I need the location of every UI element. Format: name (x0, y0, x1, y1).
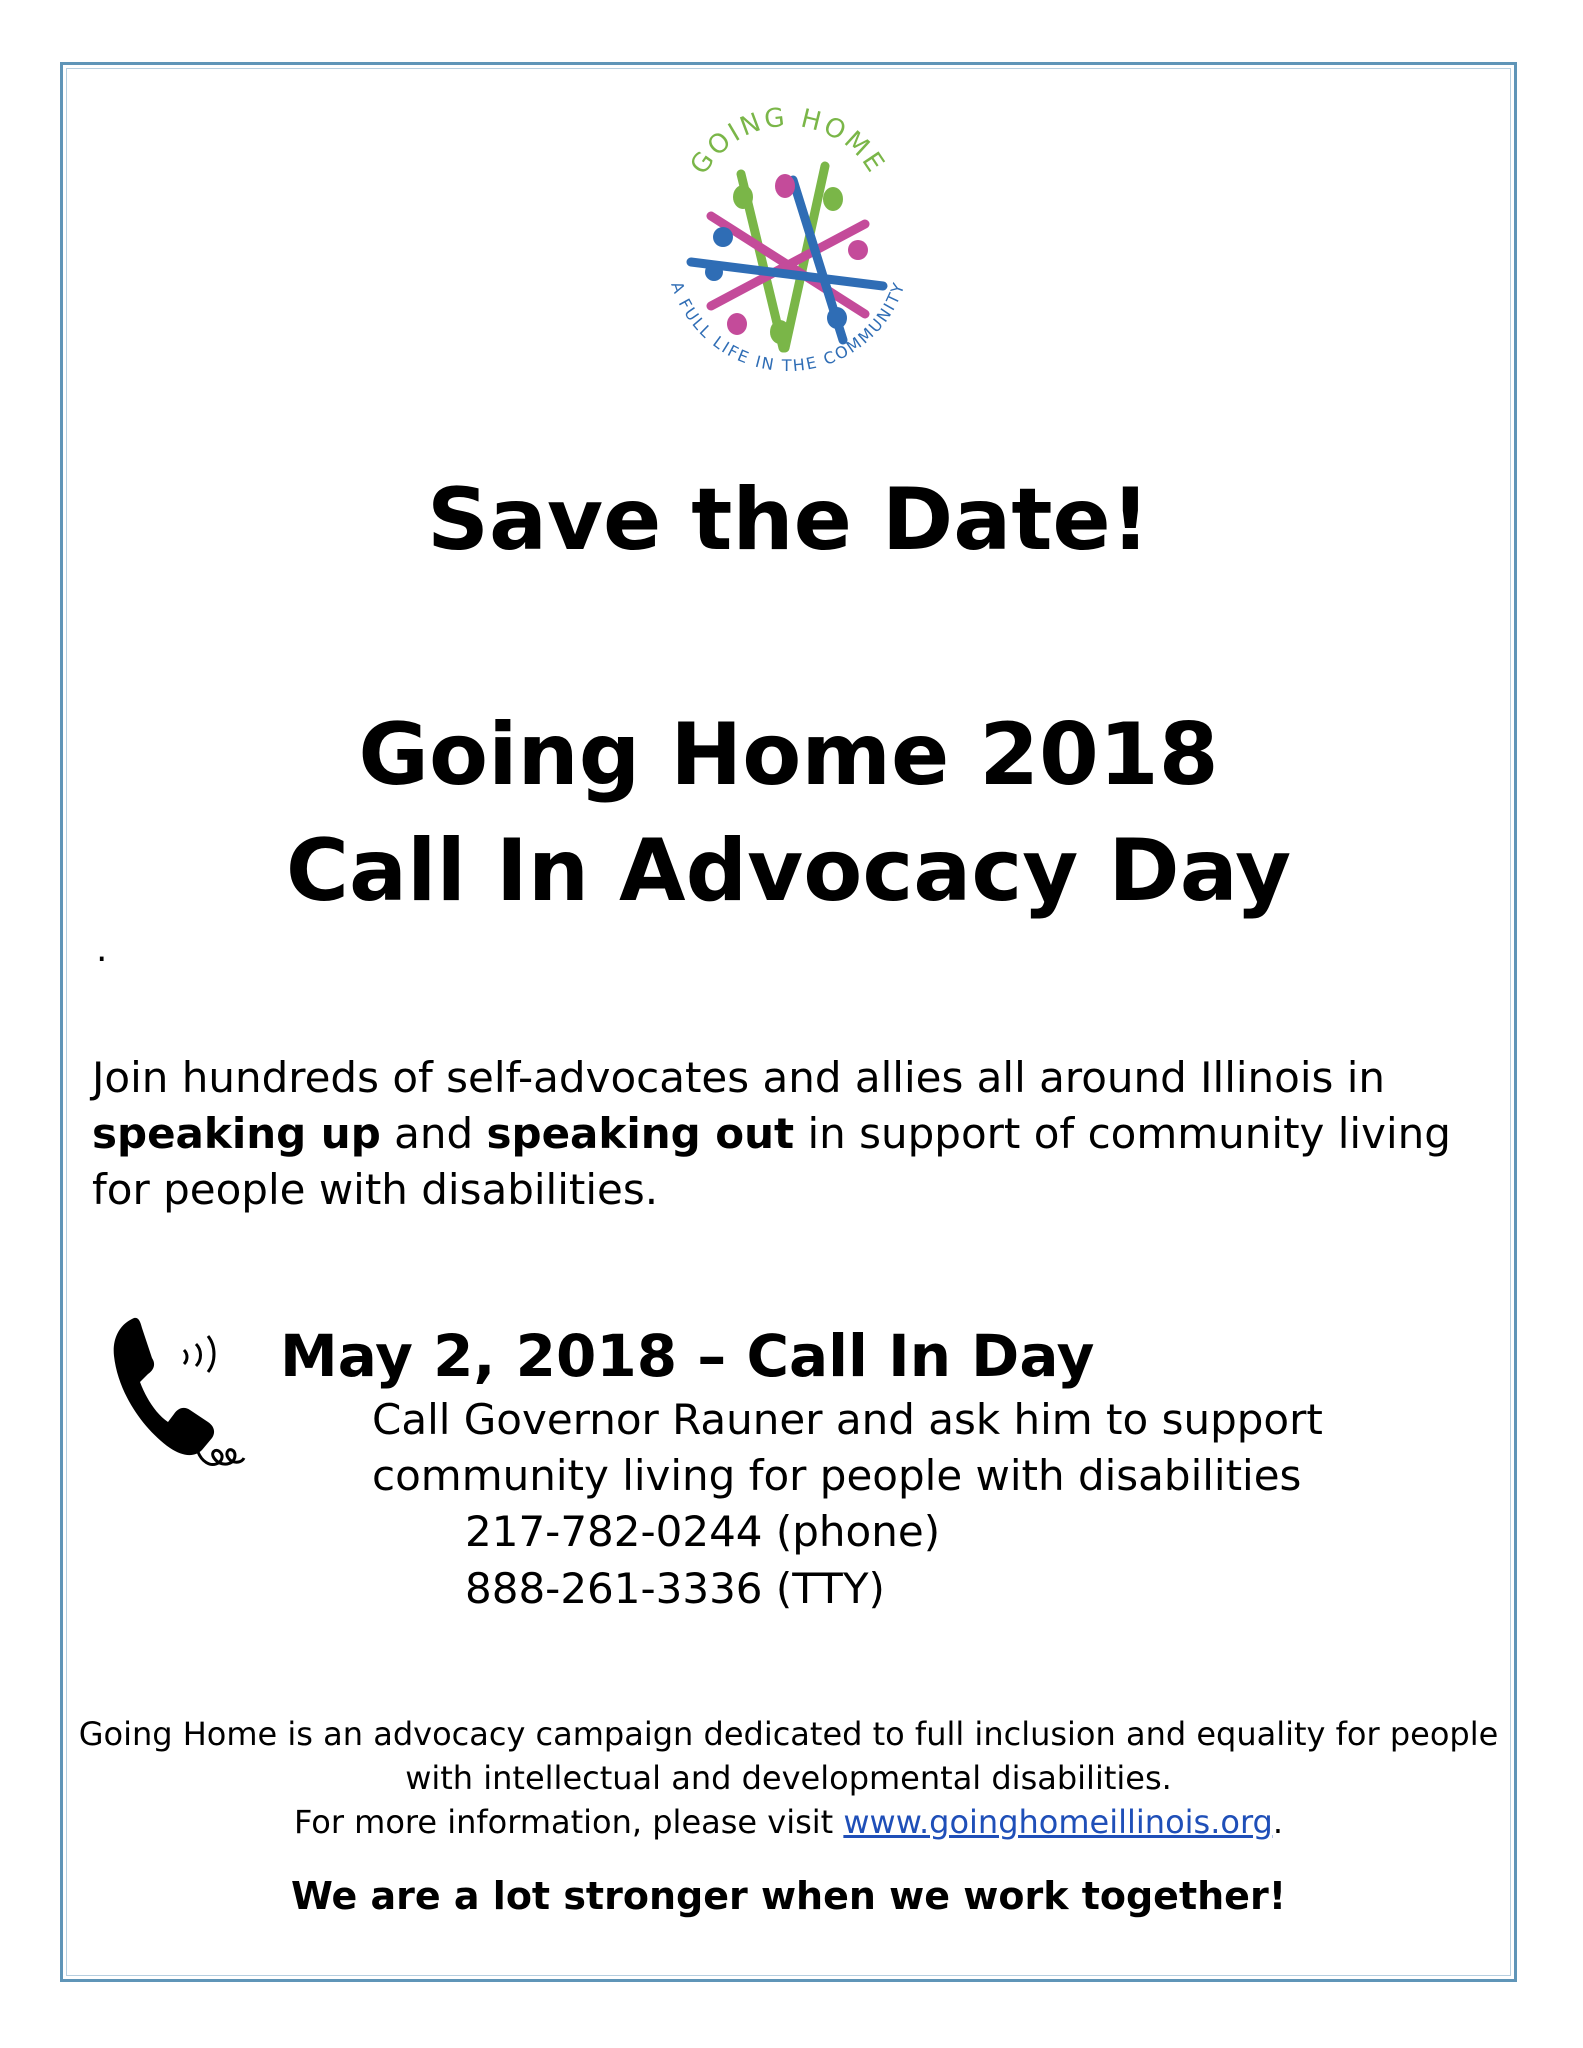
website-link[interactable]: www.goinghomeillinois.org (843, 1803, 1273, 1841)
phone-number: 217-782-0244 (phone) (465, 1507, 941, 1556)
intro-text-3: in support of community living for people with disabilities. (92, 1109, 1451, 1214)
footer-line3-suffix: . (1272, 1803, 1284, 1841)
footer-line2: with intellectual and developmental disabilities. (405, 1759, 1172, 1797)
tagline: We are a lot stronger when we work together! (290, 1874, 1287, 1918)
going-home-logo (633, 96, 943, 406)
call-in-instructions (372, 1392, 1323, 1504)
save-the-date-heading: Save the Date! (427, 470, 1150, 570)
event-title-line2: Call In Advocacy Day (285, 821, 1292, 921)
footer-line3 (66, 1800, 1511, 1844)
intro-bold-speaking-out: speaking out (486, 1109, 795, 1158)
footer-line3-prefix: For more information, please visit (293, 1803, 844, 1841)
footer-line1: Going Home is an advocacy campaign dedicated to full inclusion and equality for people (78, 1715, 1499, 1753)
contact-numbers (465, 1503, 940, 1617)
tty-number: 888-261-3336 (TTY) (465, 1564, 885, 1613)
event-title-line1: Going Home 2018 (358, 705, 1219, 805)
stray-period: . (96, 929, 108, 970)
footer-paragraph (66, 1712, 1511, 1844)
svg-text:A FULL LIFE IN THE COMMUNITY: A FULL LIFE IN THE COMMUNITY (667, 278, 909, 376)
intro-bold-speaking-up: speaking up (92, 1109, 381, 1158)
telephone-icon (106, 1310, 256, 1475)
intro-text-2: and (380, 1109, 487, 1158)
call-in-line1: Call Governor Rauner and ask him to support (372, 1395, 1323, 1444)
event-title (66, 697, 1511, 929)
intro-text-1: Join hundreds of self-advocates and allies all around Illinois in (92, 1053, 1386, 1102)
intro-paragraph (92, 1050, 1502, 1218)
svg-text:GOING HOME: GOING HOME (684, 102, 892, 180)
call-in-heading: May 2, 2018 – Call In Day (280, 1322, 1095, 1390)
call-in-line2: community living for people with disabilities (372, 1451, 1302, 1500)
